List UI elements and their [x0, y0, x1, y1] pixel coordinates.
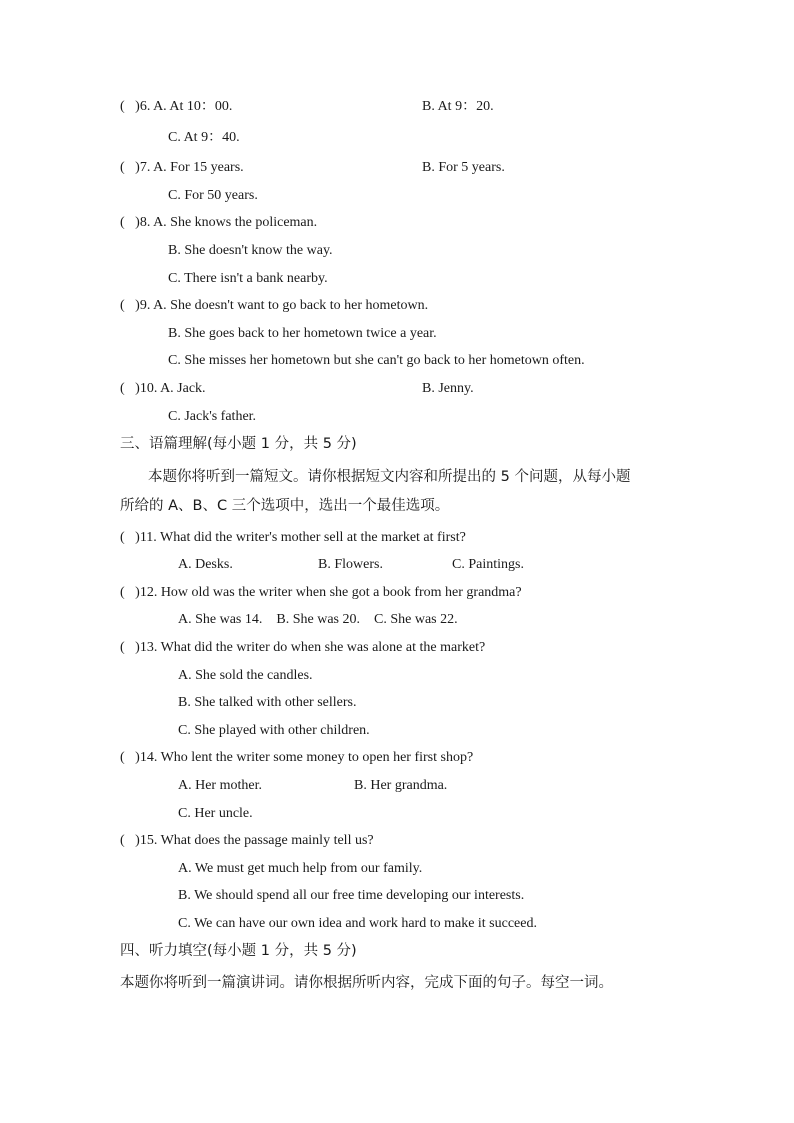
- q10-option-a: A. Jack.: [160, 381, 206, 396]
- q15-option-b: B. We should spend all our free time developing our interests.: [178, 888, 525, 903]
- q6-option-b: B. At 9：20.: [422, 99, 494, 114]
- q6-option-c: C. At 9：40.: [168, 130, 240, 145]
- q7-option-b: B. For 5 years.: [422, 160, 505, 175]
- q11-option-b: B. Flowers.: [318, 557, 383, 572]
- q10-paren-and-option-a: [120, 381, 206, 397]
- q8-paren-and-option-a: [120, 215, 317, 231]
- q12-stem: ( )12. How old was the writer when she got a book from her grandma?: [120, 585, 522, 600]
- q9-paren: ( )9.: [120, 298, 151, 313]
- q14-option-a: A. Her mother.: [178, 778, 262, 793]
- q8-option-c: C. There isn't a bank nearby.: [168, 271, 328, 286]
- q13-option-b: B. She talked with other sellers.: [178, 695, 357, 710]
- q11-stem: ( )11. What did the writer's mother sell at the market at first?: [120, 530, 466, 545]
- q11-option-c: C. Paintings.: [452, 557, 524, 572]
- section3-heading: 三、语篇理解(每小题 1 分，共 5 分): [120, 436, 357, 452]
- q9-option-a: A. She doesn't want to go back to her hometown.: [153, 298, 429, 313]
- q10-option-b: B. Jenny.: [422, 381, 474, 396]
- q13-stem: ( )13. What did the writer do when she was alone at the market?: [120, 640, 486, 655]
- section4-instructions: 本题你将听到一篇演讲词。请你根据所听内容，完成下面的句子。每空一词。: [120, 975, 613, 991]
- q13-option-c: C. She played with other children.: [178, 723, 370, 738]
- q8-paren: ( )8.: [120, 215, 151, 230]
- q6-paren: ( )6.: [120, 99, 151, 114]
- q7-paren: ( )7.: [120, 160, 151, 175]
- q15-stem: ( )15. What does the passage mainly tell us?: [120, 833, 374, 848]
- q11-option-a: A. Desks.: [178, 557, 233, 572]
- section3-instructions-line1: 本题你将听到一篇短文。请你根据短文内容和所提出的 5 个问题，从每小题: [148, 469, 631, 485]
- section4-heading: 四、听力填空(每小题 1 分，共 5 分): [120, 943, 357, 959]
- q10-option-c: C. Jack's father.: [168, 409, 257, 424]
- q9-option-c: C. She misses her hometown but she can't go back to her hometown often.: [168, 353, 585, 368]
- q8-option-a: A. She knows the policeman.: [153, 215, 318, 230]
- q12-options: A. She was 14. B. She was 20. C. She was 22.: [178, 612, 458, 627]
- q7-option-c: C. For 50 years.: [168, 188, 258, 203]
- q13-option-a: A. She sold the candles.: [178, 668, 313, 683]
- q9-paren-and-option-a: [120, 298, 428, 314]
- q14-stem: ( )14. Who lent the writer some money to open her first shop?: [120, 750, 474, 765]
- q6-paren-and-option-a: [120, 99, 232, 115]
- q7-option-a: A. For 15 years.: [153, 160, 244, 175]
- q9-option-b: B. She goes back to her hometown twice a year.: [168, 326, 437, 341]
- q14-option-b: B. Her grandma.: [354, 778, 448, 793]
- q14-option-c: C. Her uncle.: [178, 806, 253, 821]
- q15-option-a: A. We must get much help from our family.: [178, 861, 423, 876]
- q15-option-c: C. We can have our own idea and work hard to make it succeed.: [178, 916, 537, 931]
- q8-option-b: B. She doesn't know the way.: [168, 243, 333, 258]
- q7-paren-and-option-a: [120, 160, 244, 176]
- q10-paren: ( )10.: [120, 381, 158, 396]
- q6-option-a: A. At 10：00.: [153, 99, 233, 114]
- section3-instructions-line2: 所给的 A、B、C 三个选项中，选出一个最佳选项。: [120, 498, 450, 514]
